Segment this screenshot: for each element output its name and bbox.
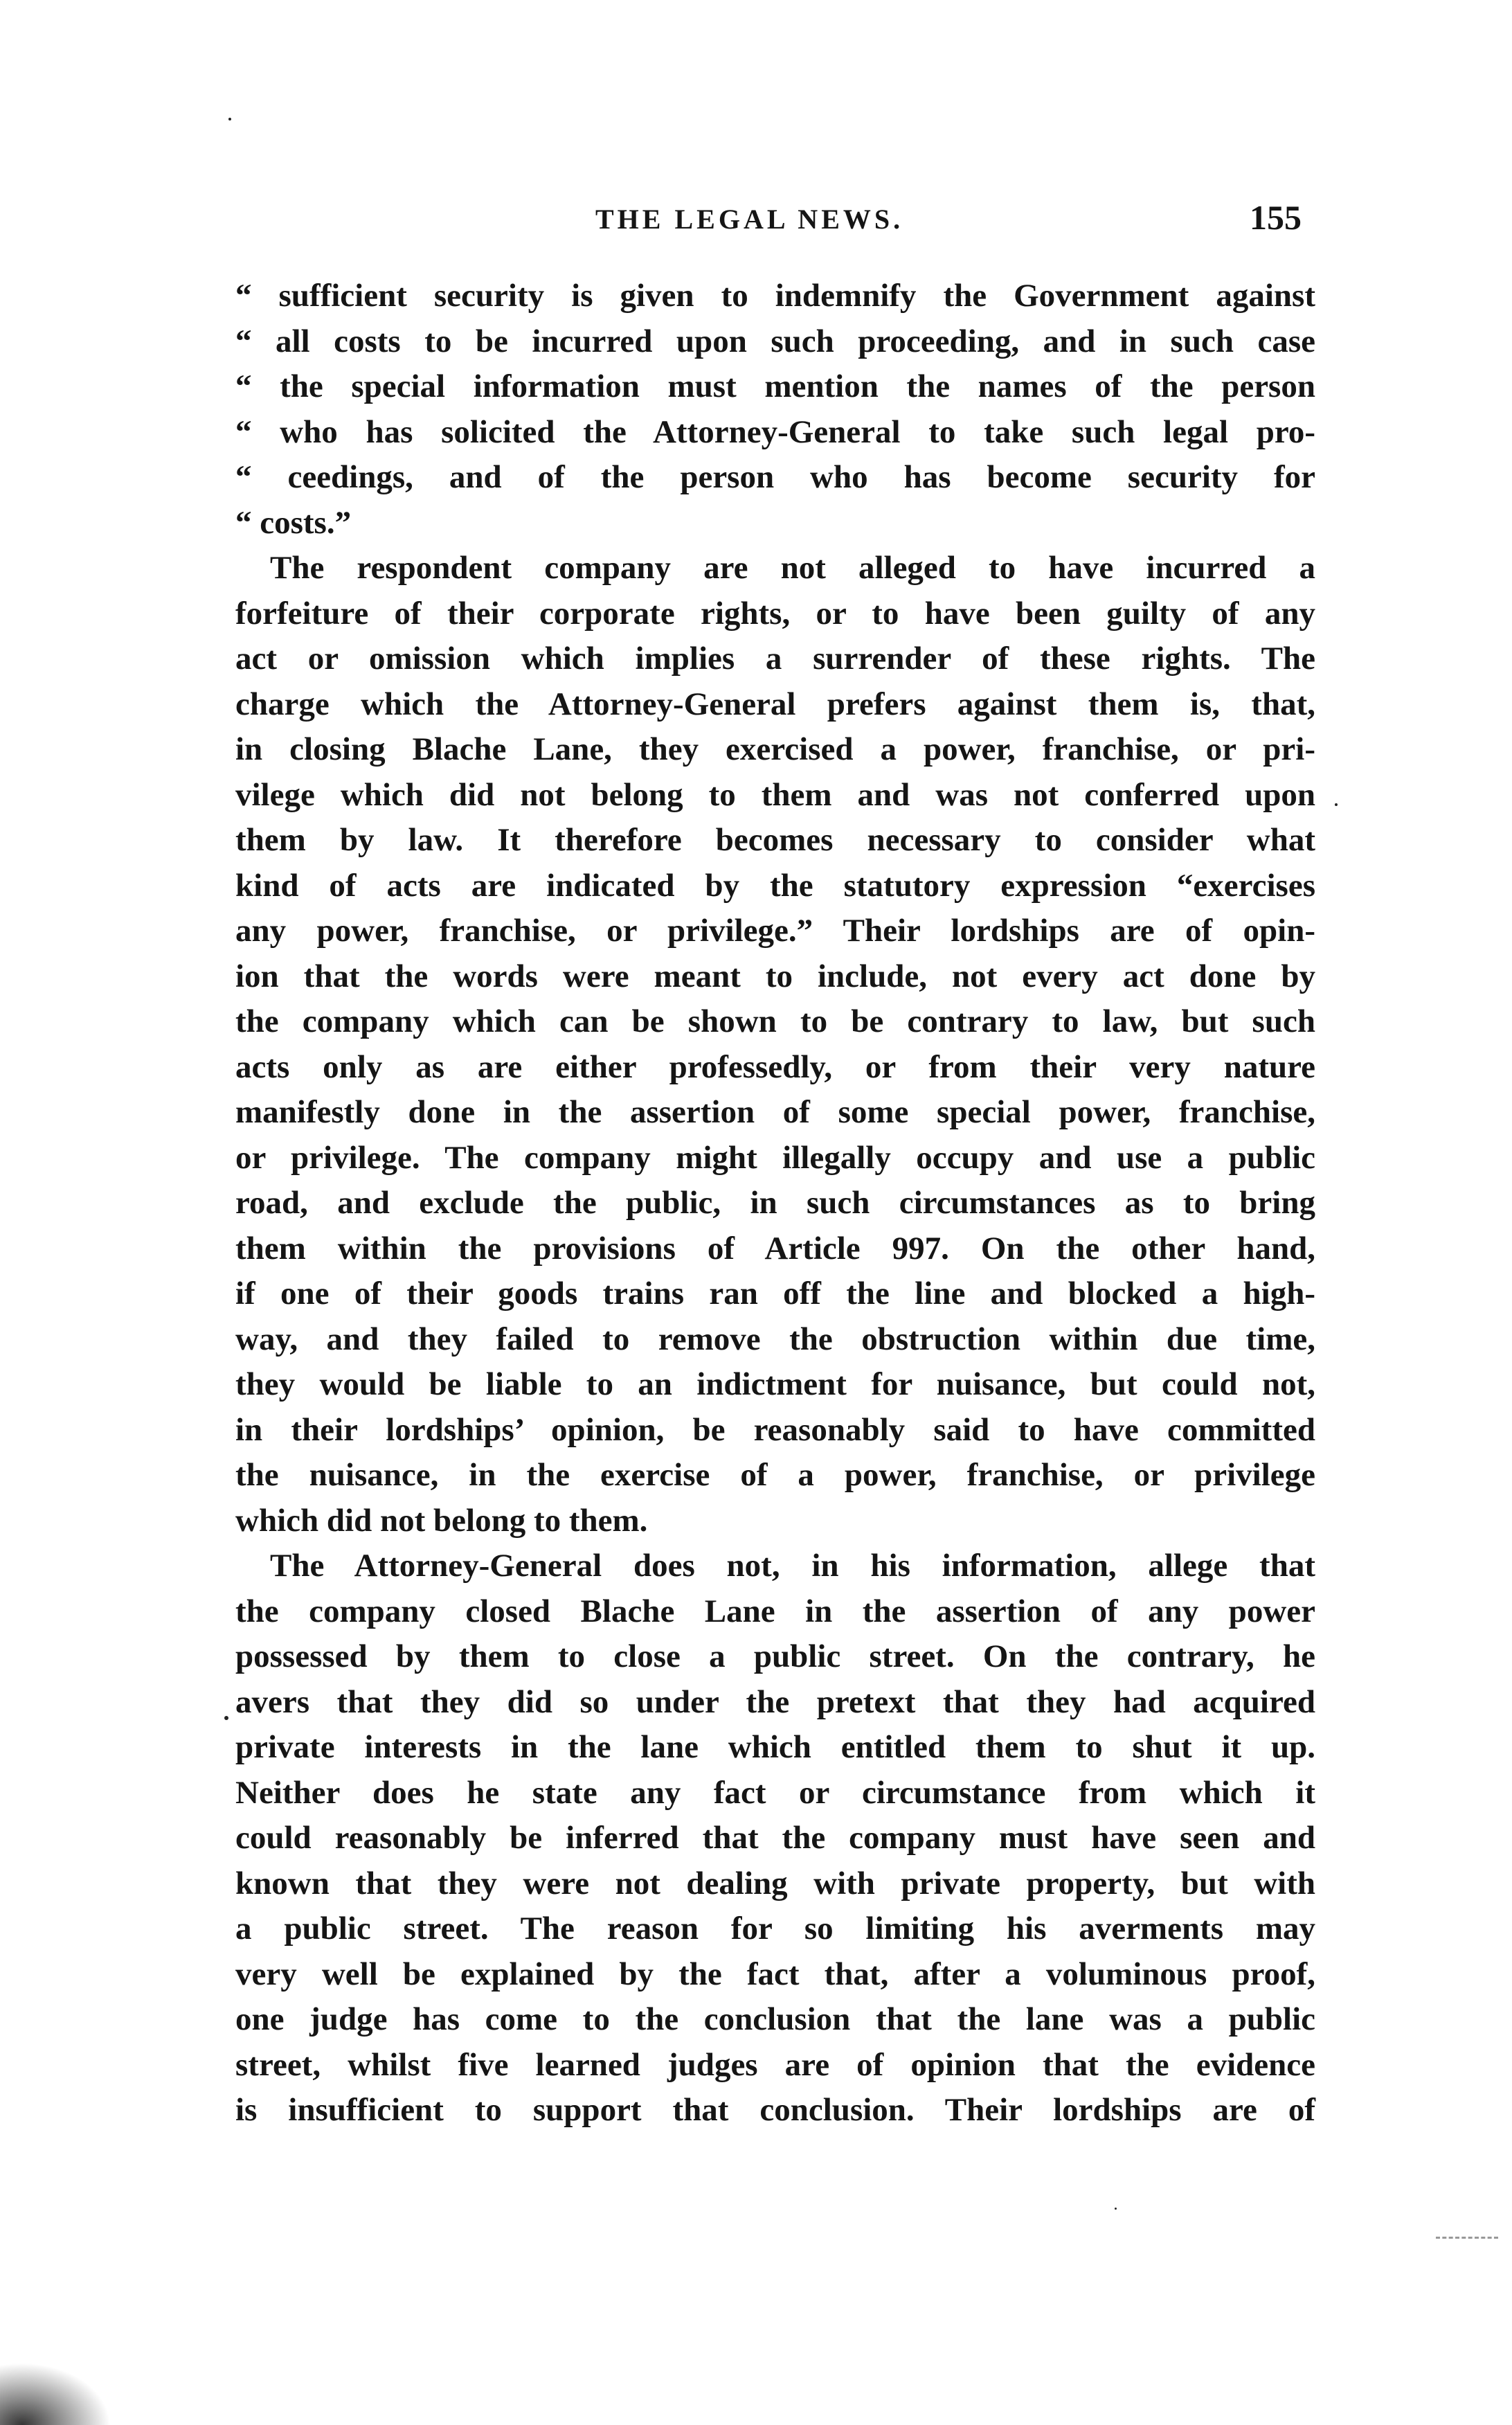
text-line: road, and exclude the public, in such circumstances as to bring	[235, 1185, 1315, 1221]
scan-speck	[228, 118, 231, 120]
text-line: in their lordships’ opinion, be reasonably said to have committed	[235, 1411, 1315, 1448]
text-line: they would be liable to an indictment for nuisance, but could not,	[235, 1366, 1315, 1402]
text-line: ion that the words were meant to include, not every act done by	[235, 958, 1315, 994]
paragraph-first-line: The respondent company are not alleged to have incurred a	[270, 550, 1315, 586]
text-line: way, and they failed to remove the obstruction within due time,	[235, 1321, 1315, 1357]
text-line: “ sufficient security is given to indemnify the Government against	[235, 278, 1315, 314]
text-line: is insufficient to support that conclusion. Their lordships are of	[235, 2092, 1315, 2128]
text-line: street, whilst five learned judges are of opinion that the evidence	[235, 2046, 1315, 2083]
scan-corner-smudge	[0, 2363, 111, 2425]
text-line: private interests in the lane which entitled them to shut it up.	[235, 1729, 1315, 1765]
scan-speck	[1335, 803, 1338, 806]
text-line: “ costs.”	[235, 504, 352, 541]
text-line: avers that they did so under the pretext that they had acquired	[235, 1683, 1315, 1720]
text-line: could reasonably be inferred that the company must have seen and	[235, 1820, 1315, 1856]
text-line: forfeiture of their corporate rights, or to have been guilty of any	[235, 595, 1315, 632]
text-line: act or omission which implies a surrender of these rights. The	[235, 641, 1315, 677]
text-line: one judge has come to the conclusion that the lane was a public	[235, 2001, 1315, 2037]
text-line: charge which the Attorney-General prefers against them is, that,	[235, 686, 1315, 722]
text-line: “ who has solicited the Attorney-General to take such legal pro-	[235, 413, 1315, 450]
body-text	[235, 274, 1315, 2133]
text-line: very well be explained by the fact that, after a voluminous proof,	[235, 1956, 1315, 1992]
scan-speck	[1115, 2208, 1117, 2210]
text-line: possessed by them to close a public street. On the contrary, he	[235, 1638, 1315, 1674]
text-line: manifestly done in the assertion of some special power, franchise,	[235, 1094, 1315, 1130]
text-line: which did not belong to them.	[235, 1502, 648, 1539]
page-number: 155	[1250, 198, 1302, 237]
text-line: kind of acts are indicated by the statutory expression “exercises	[235, 867, 1315, 904]
text-line: known that they were not dealing with private property, but with	[235, 1865, 1315, 1901]
scan-edge-mark	[1436, 2237, 1498, 2241]
scan-speck	[224, 1716, 228, 1720]
text-line: “ all costs to be incurred upon such proceeding, and in such case	[235, 323, 1315, 359]
running-title: THE LEGAL NEWS.	[595, 204, 904, 235]
text-line: them within the provisions of Article 997. On the other hand,	[235, 1230, 1315, 1267]
text-line: “ ceedings, and of the person who has become security for	[235, 459, 1315, 495]
paragraph-first-line: The Attorney-General does not, in his information, allege that	[270, 1548, 1315, 1584]
text-line: the company which can be shown to be contrary to law, but such	[235, 1003, 1315, 1039]
text-line: a public street. The reason for so limiting his averments may	[235, 1911, 1315, 1947]
text-line: acts only as are either professedly, or from their very nature	[235, 1048, 1315, 1085]
page-header	[235, 197, 1315, 253]
text-line: if one of their goods trains ran off the line and blocked a high-	[235, 1276, 1315, 1312]
text-line: them by law. It therefore becomes necessary to consider what	[235, 822, 1315, 858]
text-line: the nuisance, in the exercise of a power, franchise, or privilege	[235, 1457, 1315, 1493]
text-line: “ the special information must mention the names of the person	[235, 368, 1315, 404]
text-line: Neither does he state any fact or circumstance from which it	[235, 1774, 1315, 1811]
text-line: any power, franchise, or privilege.” Their lordships are of opin-	[235, 913, 1315, 949]
text-line: vilege which did not belong to them and was not conferred upon	[235, 776, 1315, 813]
text-line: or privilege. The company might illegally occupy and use a public	[235, 1139, 1315, 1176]
text-line: in closing Blache Lane, they exercised a power, franchise, or pri-	[235, 731, 1315, 767]
text-line: the company closed Blache Lane in the assertion of any power	[235, 1593, 1315, 1629]
